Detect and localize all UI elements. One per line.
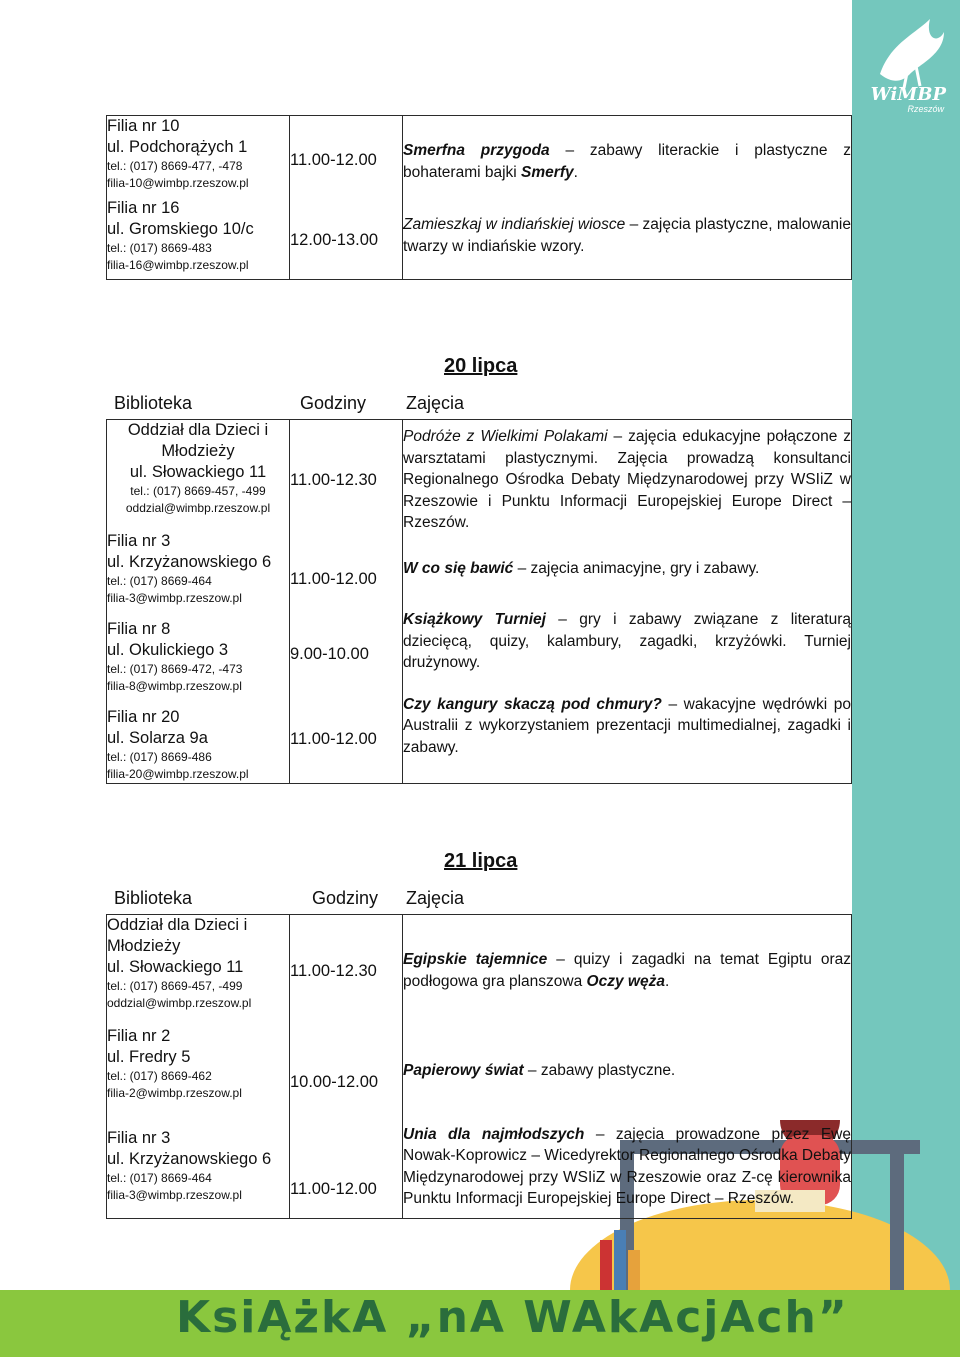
activity-entry [403, 1124, 851, 1210]
library-address: ul. Słowackiego 11 [107, 958, 244, 976]
library-cell [107, 420, 290, 784]
library-phone: tel.: (017) 8669-457, -499 [107, 979, 243, 993]
library-cell [107, 116, 290, 280]
activity-entry [403, 949, 851, 992]
activity-desc: – zabawy plastyczne. [523, 1062, 676, 1079]
library-email[interactable]: filia-16@wimbp.rzeszow.pl [107, 258, 249, 272]
activity-desc: – quizy i zagadki na temat Egiptu oraz podłogowa gra planszowa [403, 951, 851, 990]
library-name: Filia nr 20 [107, 708, 180, 726]
hours-value: 12.00-13.00 [290, 231, 379, 249]
library-phone: tel.: (017) 8669-483 [107, 241, 212, 255]
library-address: ul. Krzyżanowskiego 6 [107, 553, 272, 571]
activity-cell [403, 116, 852, 280]
library-name: Filia nr 3 [107, 1129, 171, 1147]
library-name: Filia nr 16 [107, 199, 180, 217]
library-address: ul. Słowackiego 11 [129, 463, 267, 481]
library-email[interactable]: filia-2@wimbp.rzeszow.pl [107, 1086, 242, 1100]
library-phone: tel.: (017) 8669-464 [107, 574, 212, 588]
activity-entry [403, 214, 851, 257]
library-address: ul. Fredry 5 [107, 1048, 191, 1066]
library-phone: tel.: (017) 8669-464 [107, 1171, 212, 1185]
library-name: Filia nr 8 [107, 620, 171, 638]
library-entry [107, 531, 289, 607]
activity-desc-end: . [664, 972, 670, 990]
library-address: ul. Gromskiego 10/c [107, 220, 254, 238]
hours-value: 11.00-12.30 [290, 471, 377, 489]
header-hours: Godziny [312, 888, 379, 908]
header-activities: Zajęcia [406, 888, 465, 908]
library-entry [107, 1026, 289, 1102]
activity-desc: – zabawy literackie i plastyczne z bohaterami bajki [403, 142, 851, 181]
hours-value: 10.00-12.00 [290, 1073, 379, 1091]
activity-cell [403, 420, 852, 784]
header-library: Biblioteka [114, 393, 193, 413]
library-name: Oddział dla Dzieci i Młodzieży [127, 421, 269, 460]
activity-title: Zamieszkaj w indiańskiej wiosce [403, 216, 626, 233]
activity-title-2: Smerfy [521, 163, 574, 181]
library-name: Filia nr 10 [107, 117, 180, 135]
library-name: Filia nr 3 [107, 532, 171, 550]
library-email[interactable]: oddzial@wimbp.rzeszow.pl [107, 996, 252, 1010]
hours-value: 11.00-12.00 [290, 151, 377, 169]
activity-entry [403, 609, 851, 674]
footer-banner-title: KsiĄżkA „nA WAkAcjAch” [176, 1292, 849, 1343]
activity-entry [403, 558, 851, 580]
activity-title: Czy kangury skaczą pod chmury? [403, 695, 662, 713]
activity-title: Podróże z Wielkimi Polakami [403, 428, 608, 445]
activity-title-2: Oczy węża [586, 972, 665, 990]
library-address: ul. Krzyżanowskiego 6 [107, 1150, 272, 1168]
activity-title: Papierowy świat [403, 1062, 524, 1079]
library-address: ul. Okulickiego 3 [107, 641, 229, 659]
library-entry [107, 198, 289, 274]
library-entry [107, 116, 289, 192]
library-entry [107, 420, 289, 517]
activity-desc: – zajęcia animacyjne, gry i zabawy. [513, 559, 760, 577]
schedule-table-20 [106, 419, 852, 784]
library-email[interactable]: filia-3@wimbp.rzeszow.pl [107, 1188, 242, 1202]
library-phone: tel.: (017) 8669-486 [107, 750, 212, 764]
date-heading-21: 21 lipca [444, 850, 518, 872]
logo-brand: WiMBP [870, 84, 946, 105]
library-phone: tel.: (017) 8669-457, -499 [130, 484, 266, 498]
library-email[interactable]: filia-3@wimbp.rzeszow.pl [107, 591, 242, 605]
activity-desc: – zajęcia prowadzone przez Ewę Nowak-Koprowicz – Wicedyrektor Regionalnego Ośrodka Debaty Międzynarodowej przy WSIiZ w Rzeszowie oraz Z-cę kierownika Punktu Informacji Europejskiej Europe Direct – Rzeszów. [403, 1125, 851, 1207]
header-hours: Godziny [300, 393, 367, 413]
hours-value: 9.00-10.00 [290, 645, 369, 663]
activity-title: W co się bawić [403, 559, 514, 577]
library-email[interactable]: filia-10@wimbp.rzeszow.pl [107, 176, 249, 190]
activity-desc: – wakacyjne wędrówki po Australii z wykorzystaniem prezentacji multimedialnej, zagadki i zabawy. [403, 695, 851, 756]
logo-city: Rzeszów [907, 104, 944, 114]
date-heading-20: 20 lipca [444, 355, 518, 377]
library-entry [107, 915, 289, 1012]
library-address: ul. Podchorążych 1 [107, 138, 248, 156]
activity-entry [403, 1060, 851, 1082]
library-entry [107, 619, 289, 695]
library-name: Filia nr 2 [107, 1027, 171, 1045]
activity-entry [403, 426, 851, 534]
library-address: ul. Solarza 9a [107, 729, 208, 747]
activity-desc: – gry i zabawy związane z literaturą dziecięcą, quizy, kalambury, zagadki, krzyżówki. Turniej drużynowy. [403, 611, 852, 671]
activity-title: Książkowy Turniej [403, 611, 546, 628]
hours-value: 11.00-12.30 [290, 962, 377, 980]
library-phone: tel.: (017) 8669-472, -473 [107, 662, 243, 676]
library-email[interactable]: filia-8@wimbp.rzeszow.pl [107, 679, 242, 693]
activity-entry [403, 694, 851, 759]
hours-value: 11.00-12.00 [290, 730, 377, 748]
schedule-table-21 [106, 914, 852, 1219]
library-name: Oddział dla Dzieci i Młodzieży [107, 916, 248, 955]
library-entry [107, 1128, 289, 1204]
schedule-table-top [106, 115, 852, 280]
activity-cell [403, 915, 852, 1219]
library-phone: tel.: (017) 8669-462 [107, 1069, 212, 1083]
hours-value: 11.00-12.00 [290, 570, 377, 588]
library-entry [107, 707, 289, 783]
library-cell [107, 915, 290, 1219]
activity-desc: – zajęcia edukacyjne połączone z warsztatami plastycznymi. Zajęcia prowadzą konsultanci Regionalnego Ośrodka Debaty Międzynarodowej przy WSIiZ w Rzeszowie i Punktu Informacji Europejskiej Europe Direct – Rzeszów. [403, 428, 852, 531]
activity-desc-end: . [573, 163, 578, 181]
activity-title: Smerfna przygoda [403, 142, 550, 159]
hours-cell [290, 116, 403, 280]
hours-cell [290, 420, 403, 784]
activity-title: Egipskie tajemnice [403, 951, 548, 968]
activity-desc: – zajęcia plastyczne, malowanie twarzy w indiańskie wzory. [403, 216, 852, 255]
activity-entry [403, 140, 851, 183]
library-email[interactable]: oddzial@wimbp.rzeszow.pl [125, 501, 271, 515]
library-phone: tel.: (017) 8669-477, -478 [107, 159, 243, 173]
activity-title: Unia dla najmłodszych [403, 1125, 585, 1143]
header-activities: Zajęcia [406, 393, 465, 413]
header-library: Biblioteka [114, 888, 193, 908]
library-email[interactable]: filia-20@wimbp.rzeszow.pl [107, 767, 249, 781]
hours-value: 11.00-12.00 [290, 1180, 377, 1198]
hours-cell [290, 915, 403, 1219]
